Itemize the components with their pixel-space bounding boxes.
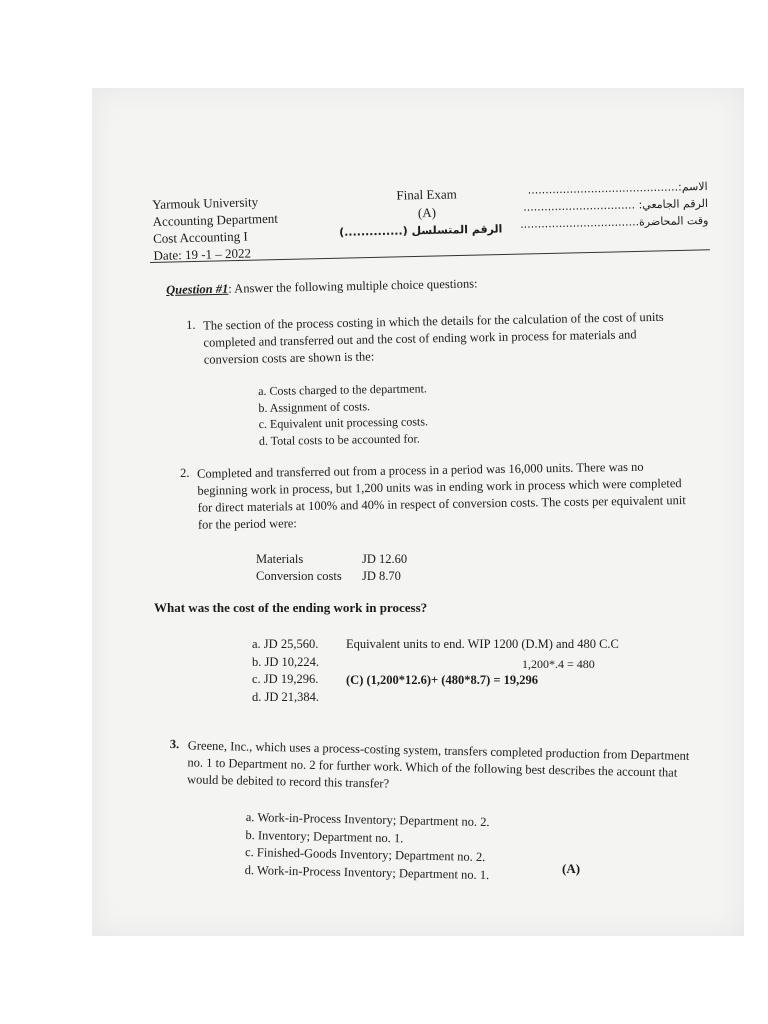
serial-number-field: الرقم المتسلسل (..............) (338, 222, 503, 239)
exam-date: Date: 19 -1 – 2022 (153, 245, 252, 263)
option-a[interactable]: a. Work-in-Process Inventory; Department no. 2. (245, 809, 490, 830)
department-name: Accounting Department (152, 210, 279, 229)
question-1-number: 1. (186, 317, 196, 332)
option-a[interactable]: a. JD 25,560. (252, 637, 319, 651)
question-3-options (245, 809, 491, 884)
option-d[interactable]: d. Work-in-Process Inventory; Department no. 1. (244, 862, 490, 882)
question-1-options (258, 380, 428, 449)
question-2-answer: (C) (1,200*12.6)+ (480*8.7) = 19,296 (346, 673, 538, 687)
header-exam-block (338, 184, 503, 241)
question-2-text: Completed and transferred out from a process in a period was 16,000 units. There was no beginning work in process, but 1,200 units was in ending work in process which were completed for direct materials at 100% and 40% in respect of conversion costs. The costs per equivalent unit for the period were: (197, 459, 686, 532)
exam-form: (A) (417, 204, 437, 221)
solution-note-line-2: 1,200*.4 = 480 (522, 657, 595, 671)
student-name-field: الاسم:........................................... (527, 179, 708, 197)
course-name: Cost Accounting I (152, 228, 248, 246)
student-id-field: الرقم الجامعي: ................................ (523, 196, 709, 214)
question-1-text: The section of the process costing in which the details for the calculation of the cost of units completed and transferred out and the cost of ending work in process for materials and conversion costs are shown is the: (203, 309, 664, 367)
solution-note-line-1: Equivalent units to end. WIP 1200 (D.M) and 480 C.C (346, 637, 619, 651)
cost-per-unit-table (256, 551, 407, 585)
cost-label: Materials (256, 552, 304, 566)
option-b[interactable]: b. JD 10,224. (252, 654, 320, 669)
cost-value: JD 12.60 (362, 552, 408, 566)
option-c[interactable]: c. Finished-Goods Inventory; Department no. 2. (244, 844, 486, 865)
option-c[interactable]: c. Equivalent unit processing costs. (258, 414, 429, 431)
option-b[interactable]: b. Assignment of costs. (258, 398, 371, 415)
question-2-options (252, 636, 319, 706)
header-student-block (507, 178, 708, 233)
cost-row-materials (256, 551, 407, 568)
cost-value: JD 8.70 (362, 569, 401, 583)
cost-row-conversion (256, 568, 407, 585)
lecture-time-field: وقت المحاضرة.................................. (520, 213, 709, 231)
question-label: Question #1 (166, 281, 229, 297)
question-2-number: 2. (180, 465, 190, 480)
option-b[interactable]: b. Inventory; Department no. 1. (245, 827, 404, 845)
header-institution-block (152, 193, 279, 264)
question-3-answer: (A) (562, 861, 581, 876)
question-2-prompt: What was the cost of the ending work in process? (154, 600, 428, 615)
cost-label: Conversion costs (256, 569, 342, 583)
university-name: Yarmouk University (152, 194, 259, 212)
question-instruction: : Answer the following multiple choice questions: (228, 276, 478, 296)
option-a[interactable]: a. Costs charged to the department. (258, 381, 427, 398)
option-c[interactable]: c. JD 19,296. (252, 672, 319, 686)
question-3-number: 3. (169, 737, 180, 752)
option-d[interactable]: d. JD 21,384. (252, 689, 320, 704)
question-3-text: Greene, Inc., which uses a process-costing system, transfers completed production from Department no. 1 to Department no. 2 for further work. Which of the following best describes the account that would be debited to record this transfer? (186, 738, 690, 791)
option-d[interactable]: d. Total costs to be accounted for. (258, 430, 420, 448)
exam-title: Final Exam (396, 186, 457, 203)
